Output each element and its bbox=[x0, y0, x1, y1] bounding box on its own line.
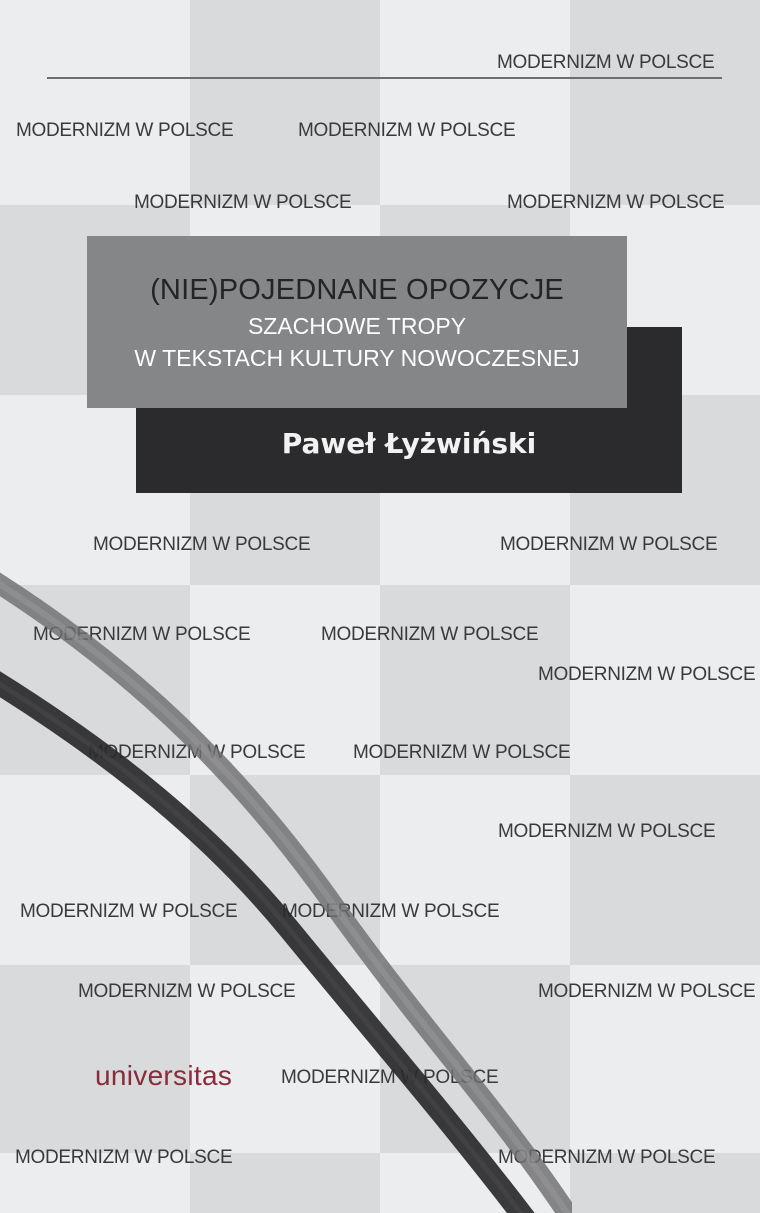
checker-square bbox=[380, 775, 570, 965]
book-subtitle-line-2: W TEKSTACH KULTURY NOWOCZESNEJ bbox=[134, 345, 580, 371]
series-label: MODERNIZM W POLSCE bbox=[134, 192, 352, 213]
checker-square bbox=[570, 775, 760, 965]
series-label: MODERNIZM W POLSCE bbox=[33, 624, 251, 645]
series-label: MODERNIZM W POLSCE bbox=[498, 821, 716, 842]
author-name: Paweł Łyżwiński bbox=[281, 427, 537, 460]
series-label: MODERNIZM W POLSCE bbox=[321, 624, 539, 645]
horizontal-rule bbox=[47, 77, 722, 79]
publisher-logo: universitas bbox=[95, 1060, 233, 1091]
series-label: MODERNIZM W POLSCE bbox=[15, 1147, 233, 1168]
series-label: MODERNIZM W POLSCE bbox=[78, 981, 296, 1002]
series-label: MODERNIZM W POLSCE bbox=[538, 664, 756, 685]
checker-square bbox=[0, 0, 190, 205]
series-label: MODERNIZM W POLSCE bbox=[500, 534, 718, 555]
series-label: MODERNIZM W POLSCE bbox=[20, 901, 238, 922]
series-label: MODERNIZM W POLSCE bbox=[507, 192, 725, 213]
book-subtitle-line-1: SZACHOWE TROPY bbox=[247, 313, 467, 339]
series-label: MODERNIZM W POLSCE bbox=[281, 1067, 499, 1088]
checker-square bbox=[380, 0, 570, 205]
checker-square bbox=[190, 0, 380, 205]
series-label: MODERNIZM W POLSCE bbox=[282, 901, 500, 922]
series-label: MODERNIZM W POLSCE bbox=[498, 1147, 716, 1168]
series-label: MODERNIZM W POLSCE bbox=[16, 120, 234, 141]
checker-square bbox=[190, 775, 380, 965]
series-label: MODERNIZM W POLSCE bbox=[497, 52, 715, 73]
series-label: MODERNIZM W POLSCE bbox=[93, 534, 311, 555]
series-label: MODERNIZM W POLSCE bbox=[353, 742, 571, 763]
series-label: MODERNIZM W POLSCE bbox=[298, 120, 516, 141]
series-label: MODERNIZM W POLSCE bbox=[538, 981, 756, 1002]
book-title: (NIE)POJEDNANE OPOZYCJE bbox=[150, 274, 564, 306]
checker-square bbox=[0, 775, 190, 965]
checker-square bbox=[570, 0, 760, 205]
series-label: MODERNIZM W POLSCE bbox=[88, 742, 306, 763]
